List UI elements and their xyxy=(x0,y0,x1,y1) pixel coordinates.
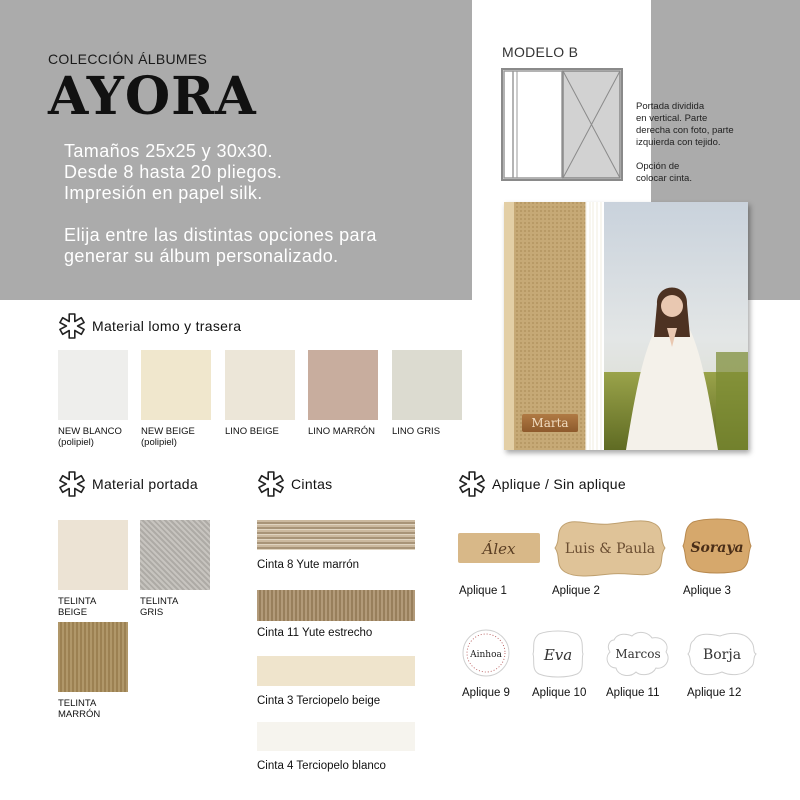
ribbon-terciopelo-beige[interactable] xyxy=(257,656,415,686)
ribbon-yute-marron[interactable] xyxy=(257,520,415,550)
applique-text: Ainhoa xyxy=(470,650,502,660)
model-label: MODELO B xyxy=(502,44,579,60)
swatch-lino-beige[interactable] xyxy=(225,350,295,420)
swatch-lino-marron[interactable] xyxy=(308,350,378,420)
intro-text xyxy=(64,141,377,267)
section-aplique-heading xyxy=(458,470,626,498)
applique-text: Eva xyxy=(543,646,573,664)
ribbon-caption: Cinta 4 Terciopelo blanco xyxy=(257,760,386,772)
page-title: AYORA xyxy=(48,66,257,127)
swatch-telinta-beige[interactable] xyxy=(58,520,128,590)
section-title: Aplique / Sin aplique xyxy=(492,476,626,492)
album-name-tag: Marta xyxy=(522,414,578,432)
applique-10[interactable] xyxy=(531,630,585,678)
intro-line: Desde 8 hasta 20 pliegos. xyxy=(64,162,283,182)
swatch-caption: TELINTA GRIS xyxy=(140,596,179,618)
swatch-new-blanco[interactable] xyxy=(58,350,128,420)
swatch-caption: NEW BEIGE (polipiel) xyxy=(141,426,195,448)
applique-caption: Aplique 3 xyxy=(683,585,731,597)
section-title: Cintas xyxy=(291,476,333,492)
applique-text: Soraya xyxy=(690,540,744,556)
applique-text: Marcos xyxy=(615,647,661,661)
ribbon-terciopelo-blanco[interactable] xyxy=(257,722,415,751)
applique-text: Borja xyxy=(702,647,742,663)
asterisk-icon xyxy=(458,470,486,498)
section-portada-heading xyxy=(58,470,198,498)
model-description: Portada dividida en vertical. Parte derecha con foto, parte izquierda con tejido. Opción de colocar cinta. xyxy=(636,101,734,184)
applique-3[interactable] xyxy=(681,518,753,574)
ribbon-caption: Cinta 3 Terciopelo beige xyxy=(257,695,381,707)
section-title: Material lomo y trasera xyxy=(92,318,242,334)
applique-caption: Aplique 1 xyxy=(459,585,507,597)
ribbon-caption: Cinta 11 Yute estrecho xyxy=(257,627,373,639)
swatch-caption: LINO MARRÓN xyxy=(308,426,376,437)
section-cintas-heading xyxy=(257,470,332,498)
asterisk-icon xyxy=(58,470,86,498)
applique-9[interactable] xyxy=(461,628,511,678)
section-title: Material portada xyxy=(92,476,198,492)
applique-text: Álex xyxy=(482,540,516,558)
swatch-lino-gris[interactable] xyxy=(392,350,462,420)
applique-2[interactable] xyxy=(551,518,669,578)
applique-text: Luis & Paula xyxy=(564,541,656,557)
ribbon-yute-estrecho[interactable] xyxy=(257,590,415,621)
applique-12[interactable] xyxy=(686,632,758,676)
swatch-caption: NEW BLANCO (polipiel) xyxy=(58,426,122,448)
swatch-telinta-gris[interactable] xyxy=(140,520,210,590)
swatch-caption: LINO GRIS xyxy=(392,426,441,437)
intro-line: generar su álbum personalizado. xyxy=(64,246,339,266)
applique-caption: Aplique 10 xyxy=(532,687,587,699)
asterisk-icon xyxy=(58,312,86,340)
swatch-new-beige[interactable] xyxy=(141,350,211,420)
model-diagram xyxy=(501,68,623,181)
swatch-caption: LINO BEIGE xyxy=(225,426,279,437)
applique-caption: Aplique 12 xyxy=(687,687,742,699)
applique-caption: Aplique 9 xyxy=(462,687,510,699)
album-photo xyxy=(504,202,748,450)
ribbon-caption: Cinta 8 Yute marrón xyxy=(257,559,360,571)
swatch-telinta-marron[interactable] xyxy=(58,622,128,692)
asterisk-icon xyxy=(257,470,285,498)
intro-line: Elija entre las distintas opciones para xyxy=(64,225,377,245)
section-lomo-heading xyxy=(58,312,241,340)
applique-11[interactable] xyxy=(604,630,672,678)
applique-caption: Aplique 11 xyxy=(606,687,660,699)
intro-line: Impresión en papel silk. xyxy=(64,183,263,203)
applique-caption: Aplique 2 xyxy=(552,585,600,597)
swatch-caption: TELINTA BEIGE xyxy=(58,596,97,618)
applique-1[interactable] xyxy=(458,533,540,563)
collection-label: COLECCIÓN ÁLBUMES xyxy=(48,51,208,67)
intro-line: Tamaños 25x25 y 30x30. xyxy=(64,141,273,161)
swatch-caption: TELINTA MARRÓN xyxy=(58,698,101,720)
